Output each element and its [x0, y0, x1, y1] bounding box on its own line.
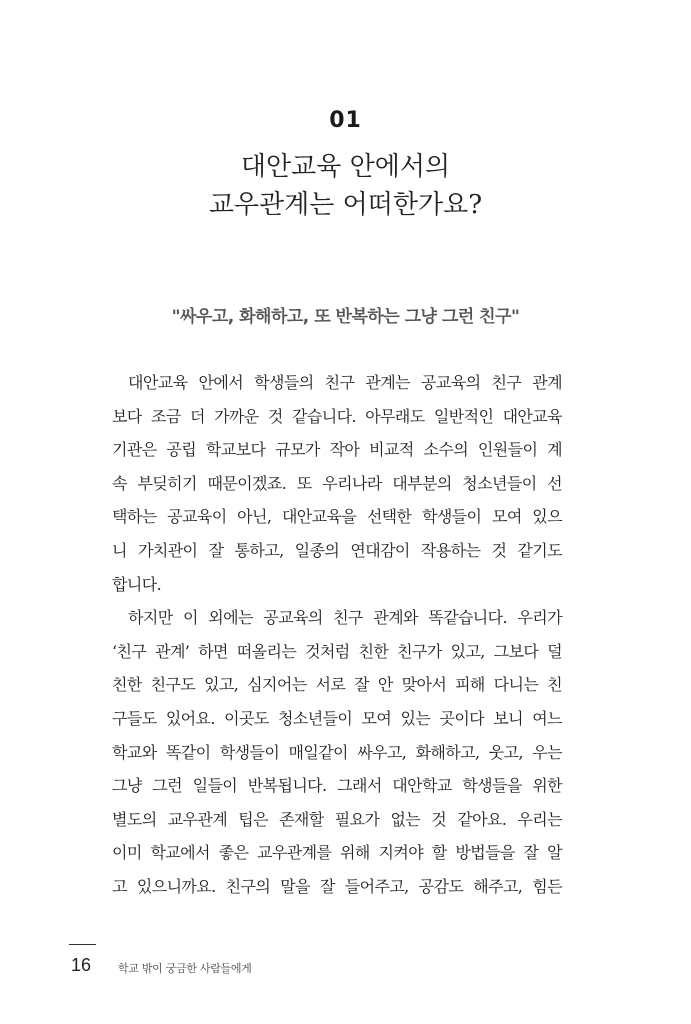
- body-line: 합니다.: [112, 574, 162, 594]
- body-line: 별도의 교우관계 팁은 존재할 필요가 없는 것 같아요. 우리는: [112, 809, 562, 829]
- body-line: 보다 조금 더 가까운 것 같습니다. 아무래도 일반적인 대안교육: [112, 406, 562, 426]
- body-line: 대안교육 안에서 학생들의 친구 관계는 공교육의 친구 관계: [128, 373, 562, 392]
- body-line: 고 있으니까요. 친구의 말을 잘 들어주고, 공감도 해주고, 힘든: [112, 876, 562, 896]
- body-line: 그냥 그런 일들이 반복됩니다. 그래서 대안학교 학생들을 위한: [112, 776, 562, 796]
- body-text: [112, 366, 562, 904]
- body-line: 학교와 똑같이 학생들이 매일같이 싸우고, 화해하고, 웃고, 우는: [112, 742, 562, 762]
- body-line: 구들도 있어요. 이곳도 청소년들이 모여 있는 곳이다 보니 여느: [112, 708, 562, 728]
- section-subtitle: "싸우고, 화해하고, 또 반복하는 그냥 그런 친구": [171, 307, 520, 327]
- footer-divider: [69, 944, 96, 945]
- chapter-title-line: 교우관계는 어떠한가요?: [208, 190, 483, 220]
- body-line: 하지만 이 외에는 공교육의 친구 관계와 똑같습니다. 우리가: [128, 608, 562, 628]
- body-line: 이미 학교에서 좋은 교우관계를 위해 지켜야 할 방법들을 잘 알: [112, 843, 562, 863]
- chapter-number: 01: [329, 108, 362, 133]
- body-line: 기관은 공립 학교보다 규모가 작아 비교적 소수의 인원들이 계: [112, 440, 562, 460]
- body-line: 속 부딪히기 때문이겠죠. 또 우리나라 대부분의 청소년들이 선: [112, 473, 562, 493]
- body-line: 택하는 공교육이 아닌, 대안교육을 선택한 학생들이 모여 있으: [112, 507, 562, 527]
- chapter-title-line: 대안교육 안에서의: [240, 152, 451, 182]
- body-line: 친한 친구도 있고, 심지어는 서로 잘 안 맞아서 피해 다니는 친: [112, 675, 562, 695]
- page-number: 16: [71, 955, 92, 975]
- chapter-title: [0, 148, 691, 224]
- running-head: 학교 밖이 궁금한 사람들에게: [118, 962, 252, 975]
- body-line: 니 가치관이 잘 통하고, 일종의 연대감이 작용하는 것 같기도: [112, 540, 562, 560]
- body-line: ‘친구 관계’ 하면 떠올리는 것처럼 친한 친구가 있고, 그보다 덜: [112, 641, 562, 661]
